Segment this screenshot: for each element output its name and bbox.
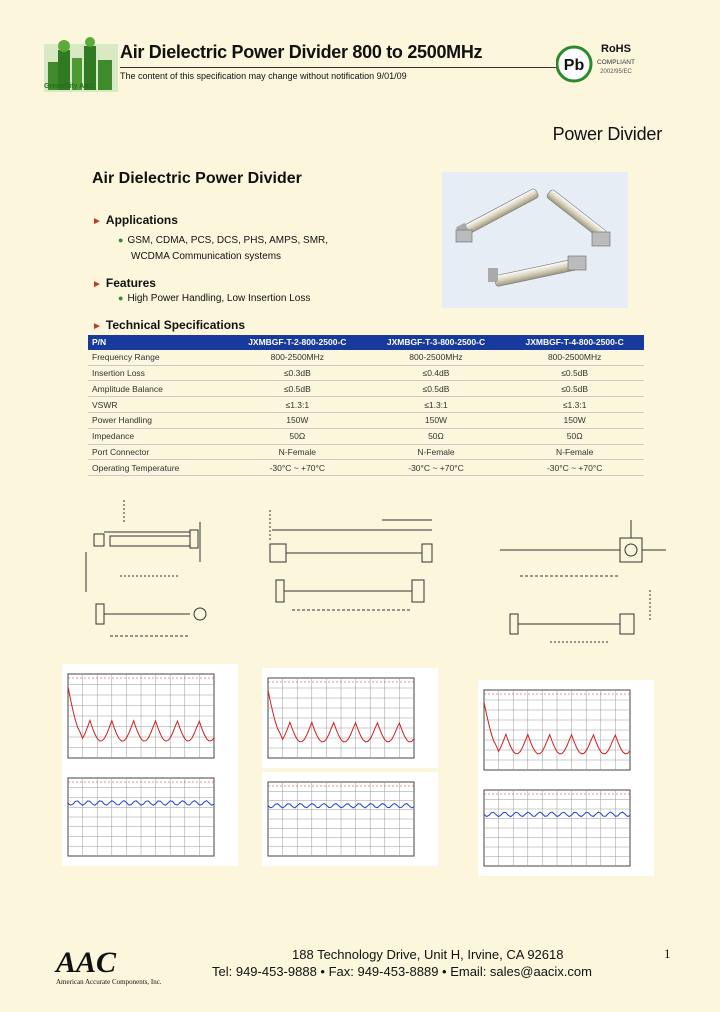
table-cell: ≤0.5dB — [505, 381, 644, 397]
table-row — [88, 397, 644, 413]
test-plot — [262, 772, 438, 866]
table-cell: ≤0.4dB — [367, 365, 506, 381]
page-number: 1 — [664, 946, 671, 961]
header-cell: JXMBGF-T-3-800-2500-C — [367, 335, 506, 350]
features-heading: ► Features — [92, 276, 156, 290]
outline-drawing-2way — [80, 492, 230, 652]
table-cell: -30°C ~ +70°C — [505, 460, 644, 476]
table-row — [88, 412, 644, 428]
rohs-sub: COMPLIANT — [597, 59, 635, 66]
table-cell: 150W — [228, 412, 367, 428]
header-cell: P/N — [88, 335, 228, 350]
table-cell: ≤0.5dB — [505, 365, 644, 381]
table-cell: 800-2500MHz — [228, 350, 367, 365]
aac-footer-logo — [54, 944, 164, 978]
header-divider — [120, 67, 558, 68]
test-plot — [62, 768, 238, 866]
row-label: Port Connector — [88, 444, 228, 460]
applications-item: WCDMA Communication systems — [131, 251, 282, 262]
test-plot — [62, 664, 238, 768]
table-cell: -30°C ~ +70°C — [228, 460, 367, 476]
table-cell: -30°C ~ +70°C — [367, 460, 506, 476]
row-label: Frequency Range — [88, 350, 228, 365]
pb-label: Pb — [563, 57, 585, 74]
rohs-directive: 2002/95/EC — [600, 69, 632, 75]
row-label: Impedance — [88, 428, 228, 444]
spec-table-header — [88, 335, 644, 350]
row-label: Insertion Loss — [88, 365, 228, 381]
table-row — [88, 460, 644, 476]
table-cell: 50Ω — [228, 428, 367, 444]
test-plot — [478, 680, 654, 780]
table-cell: 800-2500MHz — [367, 350, 506, 365]
table-row — [88, 365, 644, 381]
applications-heading: ► Applications — [92, 213, 178, 227]
header-cell: JXMBGF-T-4-800-2500-C — [505, 335, 644, 350]
address: 188 Technology Drive, Unit H, Irvine, CA 92618 — [292, 947, 564, 962]
row-label: VSWR — [88, 397, 228, 413]
contact-info: Tel: 949-453-9888 • Fax: 949-453-8889 • Email: sales@aacix.com — [212, 964, 592, 979]
company-name: American Accurate Components, Inc. — [56, 978, 162, 986]
row-label: Power Handling — [88, 412, 228, 428]
table-cell: 50Ω — [505, 428, 644, 444]
table-cell: N-Female — [505, 444, 644, 460]
rohs-label: RoHS — [601, 43, 631, 55]
table-row — [88, 428, 644, 444]
document-title: Air Dielectric Power Divider 800 to 2500MHz — [120, 42, 483, 62]
row-label: Amplitude Balance — [88, 381, 228, 397]
table-row — [88, 350, 644, 365]
table-cell: ≤0.5dB — [367, 381, 506, 397]
table-cell: ≤1.3:1 — [367, 397, 506, 413]
table-row — [88, 444, 644, 460]
table-cell: ≤0.3dB — [228, 365, 367, 381]
section-title: Power Divider — [552, 124, 662, 144]
logo-text: GreenCity AAC — [44, 83, 95, 90]
row-label: Operating Temperature — [88, 460, 228, 476]
product-title: Air Dielectric Power Divider — [92, 170, 302, 187]
test-plot — [478, 780, 654, 876]
test-plot — [262, 668, 438, 768]
spec-table — [88, 335, 644, 476]
table-cell: 50Ω — [367, 428, 506, 444]
table-cell: ≤1.3:1 — [505, 397, 644, 413]
product-photo — [442, 172, 628, 308]
table-cell: ≤0.5dB — [228, 381, 367, 397]
table-cell: ≤1.3:1 — [228, 397, 367, 413]
features-item: ● High Power Handling, Low Insertion Loss — [118, 293, 311, 304]
applications-item: ● GSM, CDMA, PCS, DCS, PHS, AMPS, SMR, — [118, 235, 329, 246]
outline-drawing-3way — [262, 500, 442, 640]
table-row — [88, 381, 644, 397]
outline-drawing-4way — [490, 490, 670, 660]
table-cell: 800-2500MHz — [505, 350, 644, 365]
tech-spec-heading: ► Technical Specifications — [92, 318, 246, 332]
rohs-badge — [556, 38, 638, 90]
change-notice: The content of this specification may change without notification 9/01/09 — [120, 71, 407, 81]
table-cell: N-Female — [228, 444, 367, 460]
table-cell: 150W — [505, 412, 644, 428]
table-cell: 150W — [367, 412, 506, 428]
table-cell: N-Female — [367, 444, 506, 460]
header-cell: JXMBGF-T-2-800-2500-C — [228, 335, 367, 350]
aac-logo-text: AAC — [56, 946, 117, 978]
